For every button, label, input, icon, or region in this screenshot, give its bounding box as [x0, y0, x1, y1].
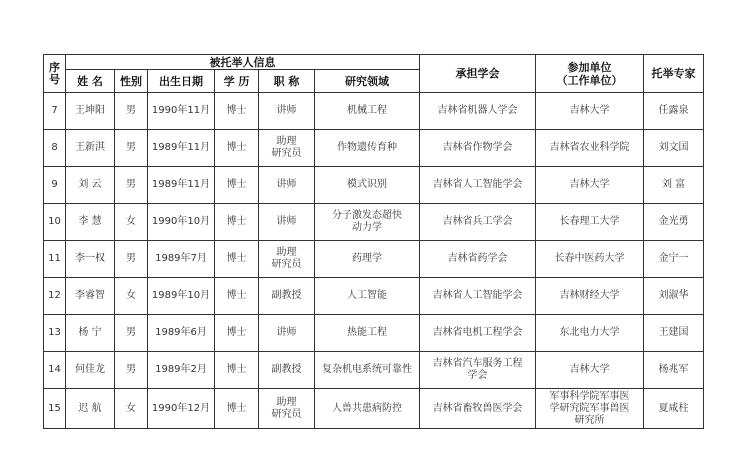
gender-cell: 男 — [115, 167, 148, 204]
name-cell: 王坤阳 — [66, 93, 115, 130]
expert-cell: 刘 富 — [644, 167, 704, 204]
header-birth: 出生日期 — [148, 70, 215, 93]
society-cell-line: 吉林省兵工学会 — [442, 216, 513, 227]
seq-cell: 7 — [44, 93, 66, 130]
unit-cell — [536, 241, 644, 278]
degree-cell: 博士 — [215, 130, 259, 167]
society-cell — [420, 352, 536, 389]
expert-cell: 刘文国 — [644, 130, 704, 167]
unit-cell-line: 军事科学院军事医 — [549, 390, 630, 402]
seq-cell: 13 — [44, 315, 66, 352]
seq-cell: 10 — [44, 204, 66, 241]
header-gender: 性别 — [115, 70, 148, 93]
title-cell-line: 讲师 — [276, 216, 297, 227]
degree-cell: 博士 — [215, 352, 259, 389]
header-degree: 学 历 — [215, 70, 259, 93]
table-row — [44, 93, 704, 130]
title-cell — [259, 93, 315, 130]
field-cell — [315, 278, 420, 315]
gender-cell: 女 — [115, 389, 148, 429]
header-name: 姓 名 — [66, 70, 115, 93]
title-cell-line: 研究员 — [271, 408, 302, 420]
header-unit-line1: 参加单位 — [567, 60, 612, 74]
field-cell-line: 复杂机电系统可靠性 — [322, 364, 413, 375]
expert-cell: 金光勇 — [644, 204, 704, 241]
field-cell — [315, 130, 420, 167]
expert-cell: 金宁一 — [644, 241, 704, 278]
name-cell: 李一权 — [66, 241, 115, 278]
title-cell-line: 讲师 — [276, 327, 297, 338]
header-row-top — [44, 55, 704, 70]
header-title: 职 称 — [259, 70, 315, 93]
name-cell: 何佳龙 — [66, 352, 115, 389]
birth-cell: 1989年2月 — [148, 352, 215, 389]
seq-cell: 15 — [44, 389, 66, 429]
title-cell-line: 讲师 — [276, 105, 297, 116]
field-cell-line: 机械工程 — [347, 105, 388, 116]
table-row — [44, 389, 704, 429]
table-body — [44, 93, 704, 429]
expert-cell: 任露泉 — [644, 93, 704, 130]
birth-cell: 1989年6月 — [148, 315, 215, 352]
field-cell-line: 模式识别 — [347, 179, 388, 190]
society-cell — [420, 389, 536, 429]
title-cell-line: 研究员 — [271, 148, 302, 159]
unit-cell — [536, 352, 644, 389]
field-cell-line: 药理学 — [352, 253, 383, 264]
header-unit-line2: （工作单位） — [556, 73, 623, 87]
title-cell-line: 助理 — [276, 136, 297, 147]
title-cell-line: 助理 — [276, 247, 297, 258]
birth-cell: 1990年12月 — [148, 389, 215, 429]
table-row — [44, 315, 704, 352]
society-cell-line: 吉林省畜牧兽医学会 — [432, 402, 523, 414]
expert-cell: 杨兆军 — [644, 352, 704, 389]
degree-cell: 博士 — [215, 389, 259, 429]
society-cell — [420, 315, 536, 352]
society-cell-line: 吉林省人工智能学会 — [432, 179, 523, 190]
title-cell — [259, 204, 315, 241]
field-cell-line: 作物遗传育种 — [337, 142, 398, 153]
field-cell-line: 人兽共患病防控 — [332, 402, 403, 414]
unit-cell-line: 学研究院军事兽医 — [549, 402, 630, 414]
unit-cell-line: 吉林大学 — [569, 105, 610, 116]
society-cell — [420, 93, 536, 130]
title-cell — [259, 241, 315, 278]
birth-cell: 1990年10月 — [148, 204, 215, 241]
field-cell — [315, 389, 420, 429]
society-cell-line: 吉林省汽车服务工程 — [432, 358, 523, 369]
birth-cell: 1989年11月 — [148, 167, 215, 204]
field-cell — [315, 241, 420, 278]
title-cell-line: 副教授 — [271, 364, 302, 375]
title-cell — [259, 352, 315, 389]
unit-cell — [536, 204, 644, 241]
society-cell-line: 吉林省电机工程学会 — [432, 327, 523, 338]
seq-cell: 12 — [44, 278, 66, 315]
title-cell-line: 副教授 — [271, 290, 302, 301]
header-seq: 序号 — [44, 55, 66, 93]
birth-cell: 1989年7月 — [148, 241, 215, 278]
unit-cell-line: 吉林财经大学 — [559, 290, 620, 301]
table-row — [44, 167, 704, 204]
field-cell — [315, 93, 420, 130]
header-society: 承担学会 — [420, 55, 536, 93]
gender-cell: 女 — [115, 278, 148, 315]
unit-cell — [536, 167, 644, 204]
society-cell — [420, 204, 536, 241]
title-cell-line: 助理 — [276, 396, 297, 408]
name-cell: 迟 航 — [66, 389, 115, 429]
name-cell: 杨 宁 — [66, 315, 115, 352]
society-cell-line: 吉林省机器人学会 — [437, 105, 518, 116]
unit-cell — [536, 278, 644, 315]
gender-cell: 男 — [115, 130, 148, 167]
unit-cell — [536, 93, 644, 130]
seq-cell: 14 — [44, 352, 66, 389]
seq-cell: 11 — [44, 241, 66, 278]
name-cell: 刘 云 — [66, 167, 115, 204]
gender-cell: 男 — [115, 93, 148, 130]
header-field: 研究领域 — [315, 70, 420, 93]
unit-cell — [536, 315, 644, 352]
expert-cell: 夏咸柱 — [644, 389, 704, 429]
table-row — [44, 352, 704, 389]
unit-cell-line: 吉林省农业科学院 — [549, 142, 630, 153]
field-cell — [315, 204, 420, 241]
society-cell-line: 吉林省人工智能学会 — [432, 290, 523, 301]
society-cell — [420, 241, 536, 278]
title-cell — [259, 278, 315, 315]
field-cell-line: 人工智能 — [347, 290, 388, 301]
seq-cell: 9 — [44, 167, 66, 204]
header-group: 被托举人信息 — [66, 55, 420, 70]
unit-cell-line: 吉林大学 — [569, 364, 610, 375]
society-cell — [420, 278, 536, 315]
title-cell — [259, 315, 315, 352]
degree-cell: 博士 — [215, 93, 259, 130]
society-cell-line: 吉林省作物学会 — [442, 142, 513, 153]
field-cell-line: 动力学 — [352, 222, 383, 233]
name-cell: 李睿智 — [66, 278, 115, 315]
degree-cell: 博士 — [215, 315, 259, 352]
field-cell-line: 热能工程 — [347, 327, 388, 338]
society-cell-line: 吉林省药学会 — [447, 253, 508, 264]
gender-cell: 男 — [115, 315, 148, 352]
unit-cell-line: 研究所 — [574, 414, 605, 426]
name-cell: 李 慧 — [66, 204, 115, 241]
birth-cell: 1989年11月 — [148, 130, 215, 167]
header-unit — [536, 55, 644, 93]
degree-cell: 博士 — [215, 167, 259, 204]
field-cell-line: 分子激发态超快 — [332, 210, 403, 221]
field-cell — [315, 315, 420, 352]
name-cell: 王新淇 — [66, 130, 115, 167]
birth-cell: 1990年11月 — [148, 93, 215, 130]
field-cell — [315, 167, 420, 204]
field-cell — [315, 352, 420, 389]
degree-cell: 博士 — [215, 204, 259, 241]
gender-cell: 男 — [115, 241, 148, 278]
unit-cell — [536, 389, 644, 429]
degree-cell: 博士 — [215, 241, 259, 278]
title-cell — [259, 389, 315, 429]
gender-cell: 女 — [115, 204, 148, 241]
society-cell-line: 学会 — [467, 370, 488, 381]
table-row — [44, 278, 704, 315]
title-cell-line: 讲师 — [276, 179, 297, 190]
degree-cell: 博士 — [215, 278, 259, 315]
gender-cell: 男 — [115, 352, 148, 389]
seq-cell: 8 — [44, 130, 66, 167]
table-row — [44, 130, 704, 167]
title-cell-line: 研究员 — [271, 259, 302, 270]
unit-cell-line: 东北电力大学 — [559, 327, 620, 338]
birth-cell: 1989年10月 — [148, 278, 215, 315]
unit-cell-line: 长春理工大学 — [559, 216, 620, 227]
header-expert: 托举专家 — [644, 55, 704, 93]
table-row — [44, 204, 704, 241]
expert-cell: 王建国 — [644, 315, 704, 352]
unit-cell — [536, 130, 644, 167]
unit-cell-line: 长春中医药大学 — [554, 253, 625, 264]
recipients-table — [43, 54, 704, 429]
title-cell — [259, 167, 315, 204]
table-row — [44, 241, 704, 278]
society-cell — [420, 130, 536, 167]
title-cell — [259, 130, 315, 167]
society-cell — [420, 167, 536, 204]
unit-cell-line: 吉林大学 — [569, 179, 610, 190]
expert-cell: 刘淑华 — [644, 278, 704, 315]
